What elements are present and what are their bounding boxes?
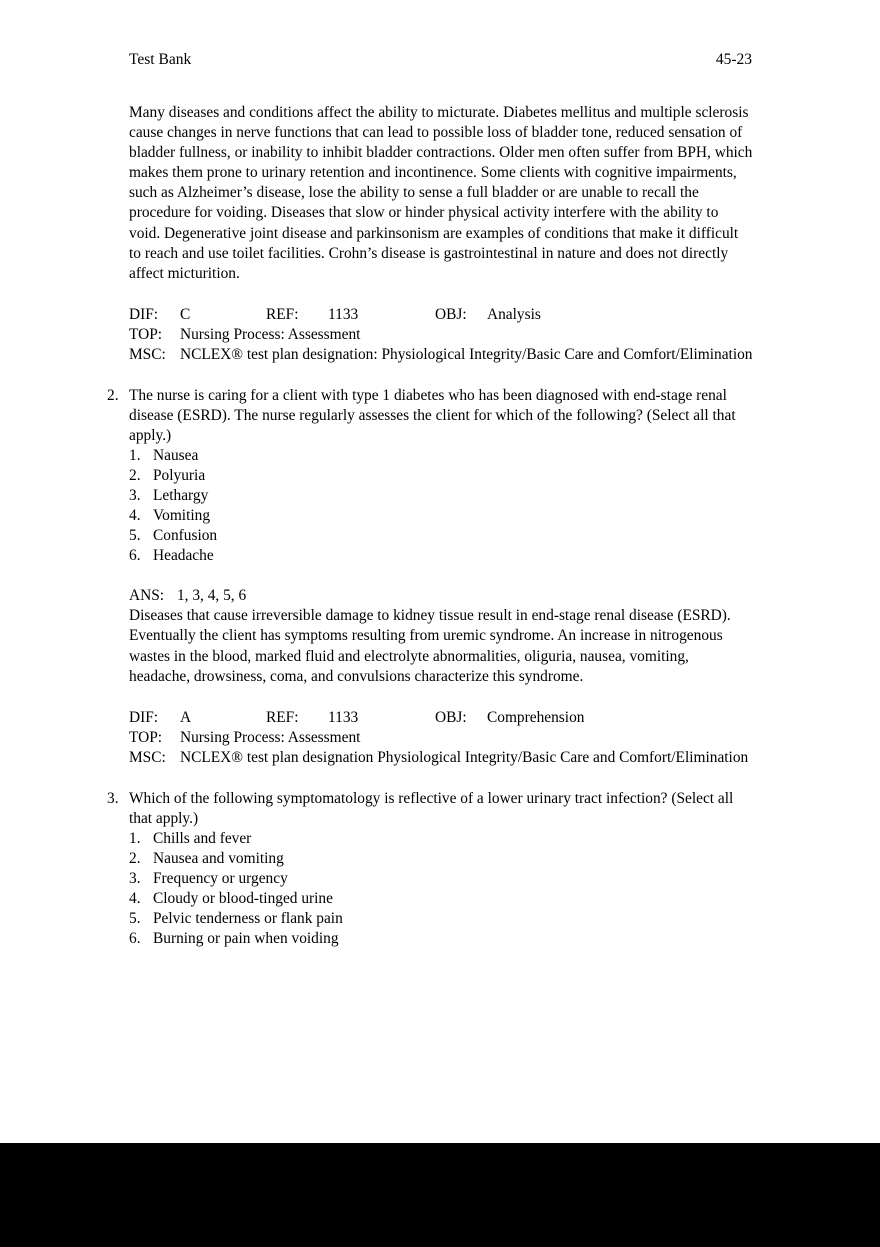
obj-label: OBJ: <box>435 305 467 323</box>
ref-label: REF: <box>266 708 299 726</box>
spacer <box>129 566 753 586</box>
metadata-dif-ref-obj-row <box>129 305 753 325</box>
answer-option[interactable] <box>129 466 753 486</box>
obj-value: Comprehension <box>487 708 585 726</box>
rationale-paragraph-1: Many diseases and conditions affect the ability to micturate. Diabetes mellitus and multiple sclerosis cause changes in nerve functions that can lead to possible loss of bladder tone, reduced sensation of bladder fullness, or inability to inhibit bladder contractions. Older men often suffer from BPH, which makes them prone to urinary retention and incontinence. Some clients with cognitive impairments, such as Alzheimer’s disease, lose the ability to sense a full bladder or are unable to recall the procedure for voiding. Diseases that slow or hinder physical activity interfere with the ability to void. Degenerative joint disease and parkinsonism are examples of conditions that make it difficult to reach and use toilet facilities. Crohn’s disease is gastrointestinal in nature and does not directly affect micturition. <box>129 104 753 282</box>
option-number: 6. <box>129 547 141 565</box>
ref-value: 1133 <box>328 708 359 726</box>
answer-label: ANS: <box>129 587 165 605</box>
option-number: 4. <box>129 889 141 907</box>
option-text: Frequency or urgency <box>153 869 288 887</box>
option-text: Nausea <box>153 447 199 465</box>
question-stem: Which of the following symptomatology is reflective of a lower urinary tract infection? (Select all that apply.) <box>129 789 734 827</box>
dif-value: A <box>180 708 192 726</box>
top-label: TOP: <box>129 325 163 343</box>
spacer <box>129 768 753 789</box>
ref-value: 1133 <box>328 305 359 323</box>
option-text: Headache <box>153 547 214 565</box>
question-item-2 <box>107 386 753 566</box>
metadata-block-1 <box>129 305 753 365</box>
question-number: 3. <box>107 789 119 807</box>
answer-option[interactable] <box>129 546 753 566</box>
metadata-msc-row <box>129 748 753 768</box>
obj-label: OBJ: <box>435 708 467 726</box>
answer-option[interactable] <box>129 929 753 949</box>
top-value: Nursing Process: Assessment <box>180 728 361 746</box>
option-number: 5. <box>129 909 141 927</box>
dif-label: DIF: <box>129 305 159 323</box>
answer-line <box>129 586 753 606</box>
metadata-top-row <box>129 728 753 748</box>
msc-label: MSC: <box>129 345 166 363</box>
option-text: Vomiting <box>153 507 211 525</box>
metadata-top-row <box>129 325 753 345</box>
bottom-black-band <box>0 1143 880 1247</box>
obj-value: Analysis <box>487 305 541 323</box>
answer-value: 1, 3, 4, 5, 6 <box>176 587 247 605</box>
spacer <box>129 284 753 305</box>
option-text: Nausea and vomiting <box>153 849 284 867</box>
option-number: 1. <box>129 447 141 465</box>
option-text: Burning or pain when voiding <box>153 929 339 947</box>
question-stem: The nurse is caring for a client with type 1 diabetes who has been diagnosed with end-stage renal disease (ESRD). The nurse regularly assesses the client for which of the following? (Select all that apply.) <box>129 386 736 445</box>
option-number: 3. <box>129 869 141 887</box>
option-text: Confusion <box>153 527 218 545</box>
option-number: 6. <box>129 929 141 947</box>
ref-label: REF: <box>266 305 299 323</box>
answer-options-list <box>129 446 753 566</box>
dif-label: DIF: <box>129 708 159 726</box>
option-number: 1. <box>129 829 141 847</box>
top-value: Nursing Process: Assessment <box>180 325 361 343</box>
answer-options-list <box>129 829 753 949</box>
answer-option[interactable] <box>129 506 753 526</box>
metadata-dif-ref-obj-row <box>129 708 753 728</box>
running-head-title: Test Bank <box>129 51 192 68</box>
metadata-block-2 <box>129 708 753 768</box>
spacer <box>129 687 753 708</box>
spacer <box>129 365 753 386</box>
option-text: Polyuria <box>153 467 206 485</box>
answer-option[interactable] <box>129 849 753 869</box>
dif-value: C <box>180 305 191 323</box>
top-label: TOP: <box>129 728 163 746</box>
option-text: Cloudy or blood-tinged urine <box>153 889 333 907</box>
running-head <box>129 50 752 70</box>
option-number: 2. <box>129 849 141 867</box>
option-text: Chills and fever <box>153 829 252 847</box>
option-text: Lethargy <box>153 487 209 505</box>
question-item-3 <box>107 789 753 949</box>
option-text: Pelvic tenderness or flank pain <box>153 909 343 927</box>
answer-option[interactable] <box>129 486 753 506</box>
msc-label: MSC: <box>129 748 166 766</box>
answer-option[interactable] <box>129 889 753 909</box>
question-number: 2. <box>107 386 119 404</box>
metadata-msc-row <box>129 345 753 365</box>
answer-option[interactable] <box>129 446 753 466</box>
option-number: 3. <box>129 487 141 505</box>
option-number: 4. <box>129 507 141 525</box>
msc-value: NCLEX® test plan designation Physiological Integrity/Basic Care and Comfort/Elimination <box>180 748 749 766</box>
answer-option[interactable] <box>129 526 753 546</box>
document-body <box>107 103 753 949</box>
option-number: 2. <box>129 467 141 485</box>
rationale-paragraph-2: Diseases that cause irreversible damage to kidney tissue result in end-stage renal disease (ESRD). Eventually the client has symptoms resulting from uremic syndrome. An increase in nitrogenous wastes in the blood, marked fluid and electrolyte abnormalities, oliguria, nausea, vomiting, headache, drowsiness, coma, and convulsions characterize this syndrome. <box>129 607 731 685</box>
answer-option[interactable] <box>129 909 753 929</box>
answer-option[interactable] <box>129 829 753 849</box>
option-number: 5. <box>129 527 141 545</box>
answer-option[interactable] <box>129 869 753 889</box>
page-number: 45-23 <box>715 51 752 68</box>
msc-value: NCLEX® test plan designation: Physiological Integrity/Basic Care and Comfort/Elimination <box>180 345 753 363</box>
